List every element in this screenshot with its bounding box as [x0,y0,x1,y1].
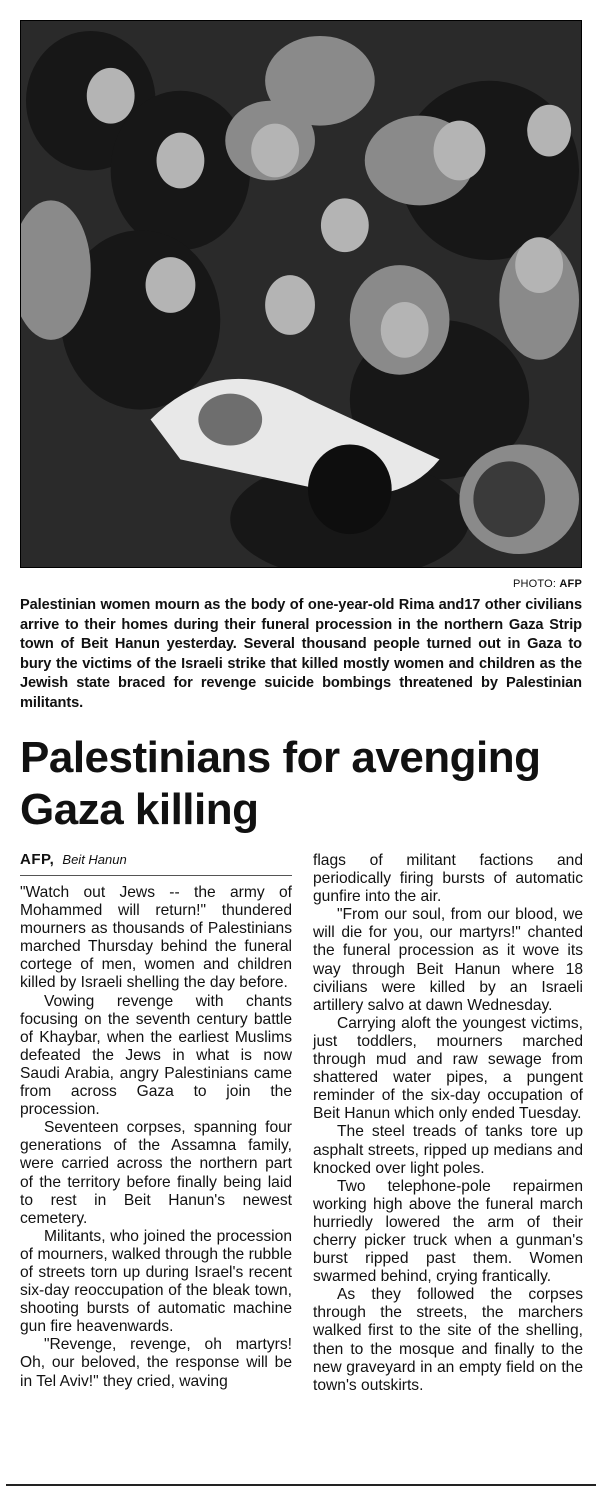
article-paragraph: "Revenge, revenge, oh martyrs! Oh, our beloved, the response will be in Tel Aviv!" they cried, waving [20,1336,292,1390]
article-paragraph: Carrying aloft the youngest victims, just toddlers, mourners marched through mud and raw sewage from shattered water pipes, a pungent reminder of the six-day occupation of Beit Hanun which only ended Tuesday. [313,1014,583,1123]
article-column-left [20,884,292,1391]
article-paragraph: flags of militant factions and periodically firing bursts of automatic gunfire into the air. [313,852,583,906]
article-paragraph: Vowing revenge with chants focusing on the seventh century battle of Khaybar, when the earliest Muslims defeated the Jews in what is now Saudi Arabia, angry Palestinians came from across Gaza to join the procession. [20,992,292,1119]
photo-caption: Palestinian women mourn as the body of one-year-old Rima and17 other civilians arrive to their homes during their funeral procession in the northern Gaza Strip town of Beit Hanun yesterday. Several thousand people turned out in Gaza to bury the victims of the Israeli strike that killed mostly women and children as the Jewish state braced for revenge suicide bombings threatened by Palestinian militants. [20,597,582,711]
article-paragraph: The steel treads of tanks tore up asphalt streets, ripped up medians and knocked over light poles. [313,1123,583,1177]
article-paragraph: Militants, who joined the procession of mourners, walked through the rubble of streets torn up during Israel's recent six-day reoccupation of the bleak town, shooting bursts of automatic machine gun fire heavenwards. [20,1227,292,1336]
byline [20,851,127,868]
bottom-divider [6,1484,596,1486]
article-column-right [313,852,583,1395]
byline-place: Beit Hanun [62,852,127,867]
article-paragraph: As they followed the corpses through the streets, the marchers walked first to the site of the shelling, then to the mosque and finally to the new graveyard in an empty field on the town's outskirts. [313,1286,583,1394]
article-paragraph: Seventeen corpses, spanning four generations of the Assamna family, were carried across the northern part of the territory before finally being laid to rest in Beit Hanun's newest cemetery. [20,1119,292,1227]
news-photo [20,20,582,568]
photo-credit-label: PHOTO: [512,578,557,590]
photo-credit-source: AFP [559,578,582,590]
article-paragraph: "Watch out Jews -- the army of Mohammed will return!" thundered mourners as thousands of Palestinians marched Thursday behind the funeral cortege of men, women and children killed by Israeli shelling the day before. [20,884,292,992]
article-paragraph: Two telephone-pole repairmen working high above the funeral march hurriedly lowered the arm of their cherry picker truck when a gunman's burst ripped past them. Women swarmed behind, crying frantically. [313,1177,583,1286]
mourners-photo-illustration [21,21,581,567]
photo-credit [513,578,582,590]
byline-agency: AFP, [20,851,55,868]
byline-divider [20,875,292,876]
headline: Palestinians for avenging Gaza killing [20,733,541,834]
article-paragraph: "From our soul, from our blood, we will die for you, our martyrs!" chanted the funeral procession as it wove its way through Beit Hanun where 18 civilians were killed by an Israeli artillery salvo at dawn Wednesday. [313,906,583,1014]
